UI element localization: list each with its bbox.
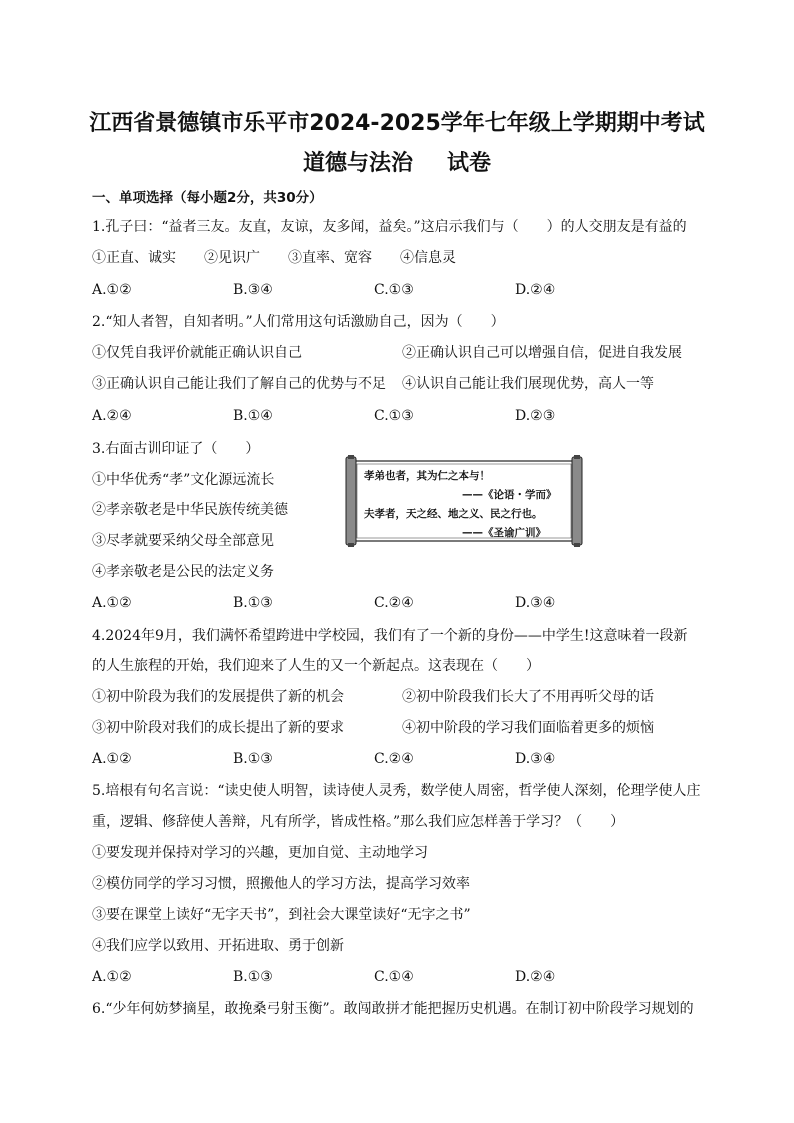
q2-item-3: ③正确认识自己能让我们了解自己的优势与不足 [92,376,386,392]
q4-stem-line-2: 的人生旅程的开始，我们迎来了人生的又一个新起点。这表现在（ ） [92,658,540,674]
paper-label: 试卷 [447,151,492,176]
q3-option-d: D.③④ [515,595,556,611]
q4-option-b: B.①③ [233,751,273,767]
q4-item-3: ③初中阶段对我们的成长提出了新的要求 [92,720,344,736]
q2-option-b: B.①④ [233,408,273,424]
q2-item-2: ②正确认识自己可以增强自信，促进自我发展 [402,345,682,361]
q1-option-c: C.①③ [374,282,414,298]
scroll-source-2: ——《圣谕广训》 [462,527,546,539]
q4-option-a: A.①② [92,751,132,767]
q4-stem-line-1: 4.2024年9月，我们满怀希望跨进中学校园，我们有了一个新的身份——中学生!这意味着一段新 [92,628,688,644]
q5-stem-line-1: 5.培根有句名言说：“读史使人明智，读诗使人灵秀，数学使人周密，哲学使人深刻，伦理学使人庄 [92,783,701,799]
scroll-source-1: ——《论语・学而》 [462,489,557,501]
q3-option-a: A.①② [92,595,132,611]
q5-option-a: A.①② [92,969,132,985]
q3-item-4: ④孝亲敬老是公民的法定义务 [92,564,274,580]
q1-stem: 1.孔子曰：“益者三友。友直，友谅，友多闻，益矣。”这启示我们与（ ）的人交朋友是有益的 [92,219,687,235]
scroll-quote-1: 孝弟也者，其为仁之本与！ [364,470,490,482]
q3-option-b: B.①③ [233,595,273,611]
q5-item-2: ②模仿同学的学习习惯，照搬他人的学习方法，提高学习效率 [92,876,470,892]
q2-item-4: ④认识自己能让我们展现优势，高人一等 [402,376,654,392]
q4-option-c: C.②④ [374,751,414,767]
q4-item-1: ①初中阶段为我们的发展提供了新的机会 [92,689,344,705]
ancient-maxim-scroll [344,455,584,547]
q2-item-1: ①仅凭自我评价就能正确认识自己 [92,345,302,361]
q4-item-4: ④初中阶段的学习我们面临着更多的烦恼 [402,720,654,736]
subject-name: 道德与法治 [302,151,413,176]
q3-item-2: ②孝亲敬老是中华民族传统美德 [92,502,288,518]
q5-item-1: ①要发现并保持对学习的兴趣，更加自觉、主动地学习 [92,845,428,861]
q3-item-3: ③尽孝就要采纳父母全部意见 [92,533,274,549]
q2-option-c: C.①③ [374,408,414,424]
q3-stem: 3.右面古训印证了（ ） [92,441,260,457]
q4-item-2: ②初中阶段我们长大了不用再听父母的话 [402,689,654,705]
q6-stem-line-1: 6.“少年何妨梦摘星，敢挽桑弓射玉衡”。敢闯敢拼才能把握历史机遇。在制订初中阶段学习规划的 [92,1001,694,1017]
scroll-quote-2: 夫孝者，天之经、地之义、民之行也。 [364,508,543,520]
q5-item-3: ③要在课堂上读好“无字天书”，到社会大课堂读好“无字之书” [92,907,471,923]
q5-option-d: D.②④ [515,969,556,985]
q2-option-d: D.②③ [515,408,556,424]
q4-option-d: D.③④ [515,751,556,767]
q1-option-a: A.①② [92,282,132,298]
exam-title: 江西省景德镇市乐平市2024-2025学年七年级上学期期中考试 [89,111,705,136]
q1-items: ①正直、诚实 ②见识广 ③直率、宽容 ④信息灵 [92,250,456,266]
q5-option-c: C.①④ [374,969,414,985]
q2-option-a: A.②④ [92,408,132,424]
q2-stem: 2.“知人者智，自知者明。”人们常用这句话激励自己，因为（ ） [92,314,505,330]
exam-subtitle [0,146,794,177]
q3-option-c: C.②④ [374,595,414,611]
section-heading: 一、单项选择（每小题2分，共30分） [92,190,323,206]
q3-item-1: ①中华优秀“孝”文化源远流长 [92,472,275,488]
q1-option-d: D.②④ [515,282,556,298]
q5-option-b: B.①③ [233,969,273,985]
q5-item-4: ④我们应学以致用、开拓进取、勇于创新 [92,938,344,954]
q5-stem-line-2: 重，逻辑、修辞使人善辩，凡有所学，皆成性格。”那么我们应怎样善于学习？（ ） [92,814,625,830]
q1-option-b: B.③④ [233,282,273,298]
